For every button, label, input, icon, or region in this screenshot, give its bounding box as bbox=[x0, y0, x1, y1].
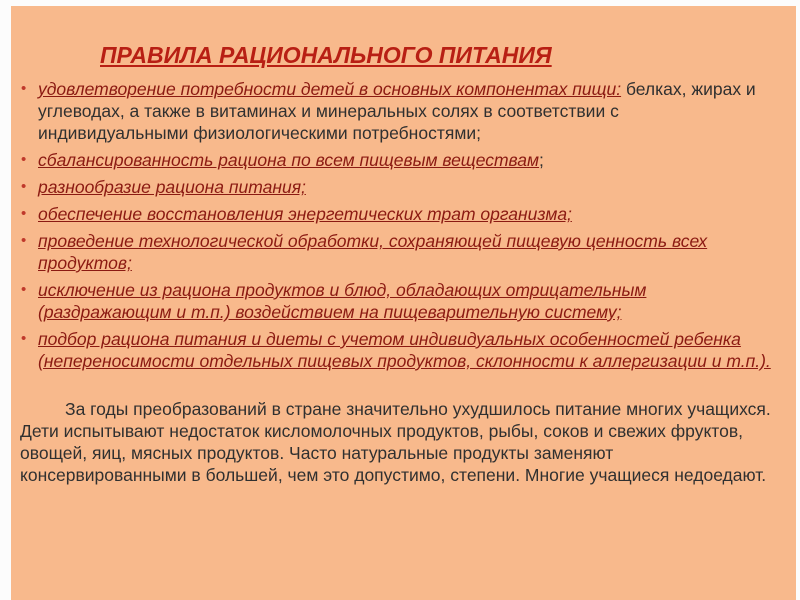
rule-item bbox=[20, 149, 772, 171]
bullet-icon: • bbox=[21, 281, 27, 298]
rule-emphasis: разнообразие рациона питания; bbox=[38, 177, 306, 197]
rules-list bbox=[20, 78, 772, 372]
rule-emphasis: подбор рациона питания и диеты с учетом индивидуальных особенностей ребенка (непереносимости отдельных пищевых продуктов, склонности к аллергизации и т.п.). bbox=[38, 329, 771, 371]
slide-left-edge bbox=[0, 0, 11, 600]
slide-content bbox=[20, 40, 772, 486]
rule-emphasis: удовлетворение потребности детей в основных компонентах пищи: bbox=[38, 79, 622, 99]
rule-item bbox=[20, 230, 772, 274]
rule-item bbox=[20, 203, 772, 225]
bullet-icon: • bbox=[21, 330, 27, 347]
bullet-icon: • bbox=[21, 178, 27, 195]
rule-emphasis: исключение из рациона продуктов и блюд, обладающих отрицательным (раздражающим и т.п.) воздействием на пищеварительную систему; bbox=[38, 280, 647, 322]
bullet-icon: • bbox=[21, 151, 27, 168]
bullet-icon: • bbox=[21, 80, 27, 97]
closing-paragraph: За годы преобразований в стране значительно ухудшилось питание многих учащихся. Дети испытывают недостаток кисломолочных продуктов, рыбы, соков и свежих фруктов, овощей, яиц, мясных продуктов. Часто натуральные продукты заменяют консервированными в большей, чем это допустимо, степени. Многие учащиеся недоедают. bbox=[20, 399, 771, 485]
rule-item bbox=[20, 279, 772, 323]
rule-emphasis: сбалансированность рациона по всем пищевым веществам bbox=[38, 150, 540, 170]
bullet-icon: • bbox=[21, 232, 27, 249]
rule-emphasis: обеспечение восстановления энергетических трат организма; bbox=[38, 204, 572, 224]
bullet-icon: • bbox=[21, 205, 27, 222]
rule-item bbox=[20, 328, 772, 372]
rule-item bbox=[20, 78, 772, 144]
slide-top-edge bbox=[0, 0, 800, 6]
rule-text: белках, жирах и углеводах, а также в витаминах и минеральных солях в соответствии с индивидуальными физиологическими потребностями; bbox=[38, 79, 756, 143]
rule-emphasis: проведение технологической обработки, сохраняющей пищевую ценность всех продуктов; bbox=[38, 231, 708, 273]
slide-title: ПРАВИЛА РАЦИОНАЛЬНОГО ПИТАНИЯ bbox=[100, 42, 552, 68]
rule-text: ; bbox=[539, 150, 544, 170]
slide-right-edge bbox=[796, 0, 800, 600]
rule-item bbox=[20, 176, 772, 198]
